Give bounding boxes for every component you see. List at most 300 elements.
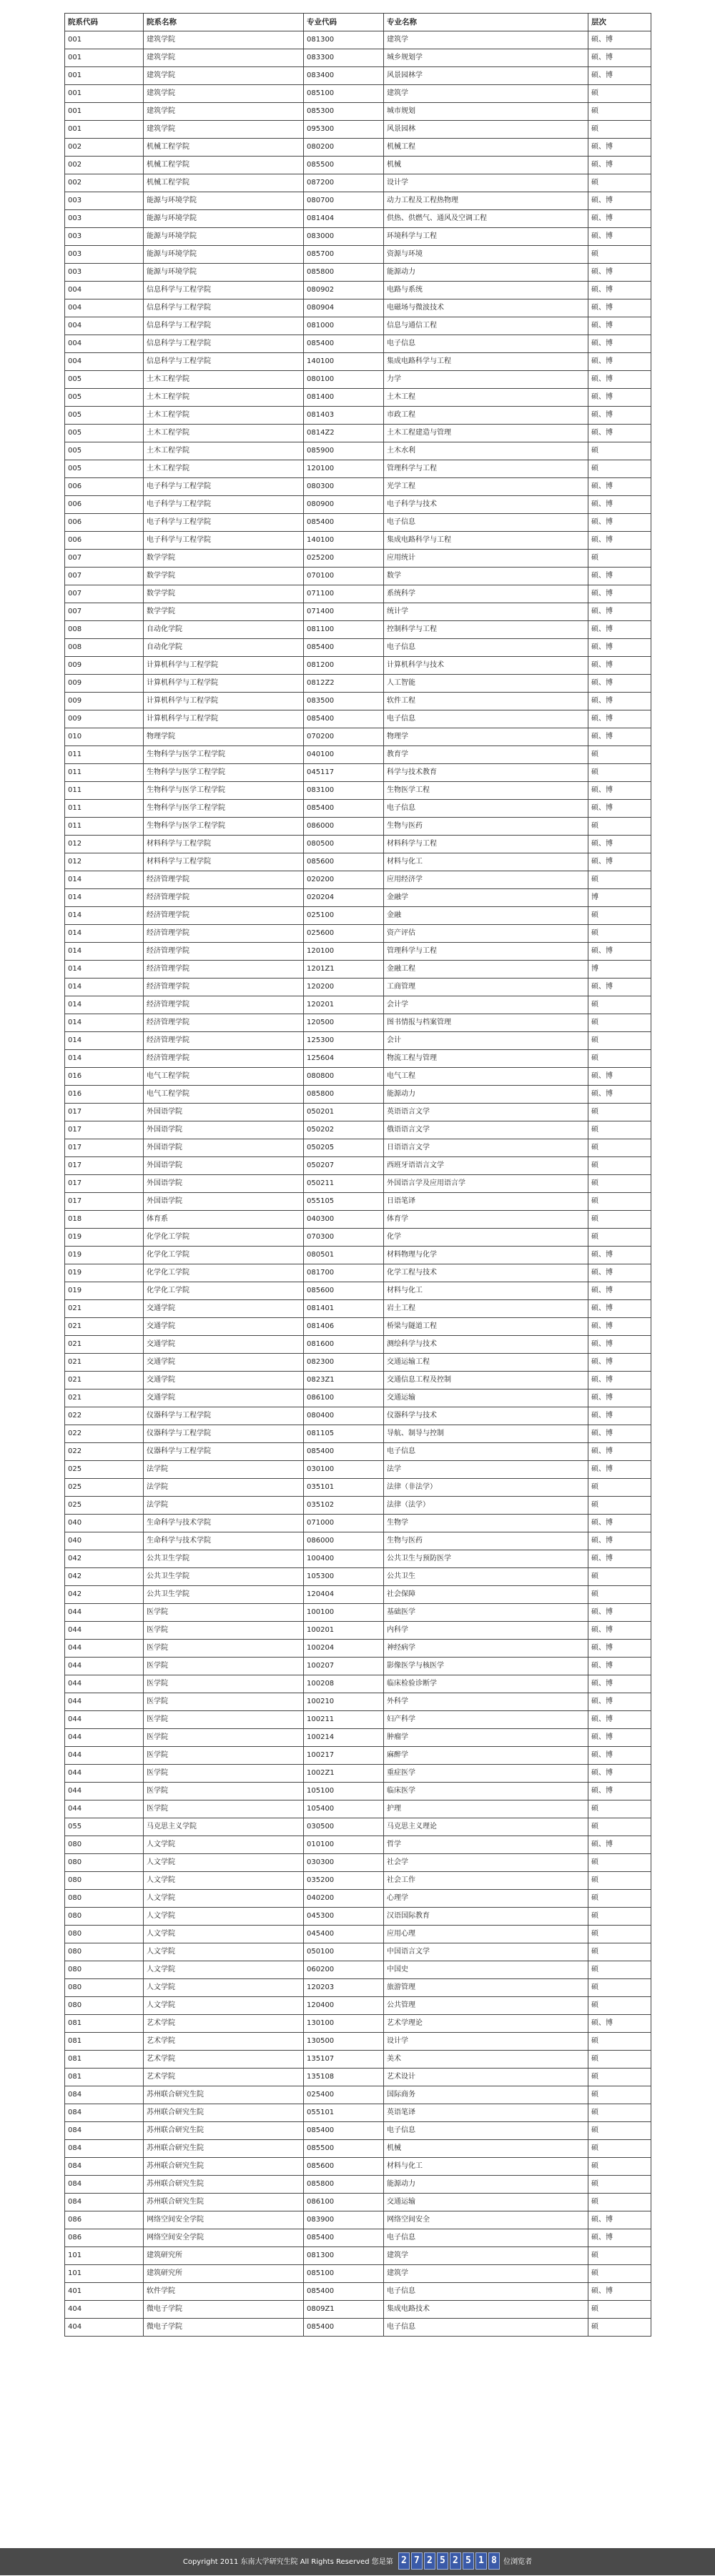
level-cell: 硕、博 (588, 1836, 651, 1854)
dept-code-cell: 001 (65, 103, 144, 121)
dept-code-cell: 007 (65, 568, 144, 585)
level-cell: 硕、博 (588, 496, 651, 514)
major-name-cell: 外科学 (384, 1693, 588, 1711)
major-code-cell: 120203 (304, 1979, 384, 1997)
major-name-cell: 交通运输 (384, 2194, 588, 2211)
dept-code-cell: 022 (65, 1443, 144, 1461)
major-code-cell: 081401 (304, 1300, 384, 1318)
level-cell: 硕 (588, 1800, 651, 1818)
level-cell: 硕、博 (588, 585, 651, 603)
major-name-cell: 机械 (384, 157, 588, 174)
counter-digit: 8 (488, 2552, 500, 2570)
level-cell: 硕、博 (588, 782, 651, 800)
table-row (65, 2229, 651, 2247)
dept-code-cell: 012 (65, 853, 144, 871)
table-row (65, 1604, 651, 1622)
major-name-cell: 计算机科学与技术 (384, 657, 588, 675)
dept-name-cell: 医学院 (144, 1658, 304, 1675)
major-code-cell: 085100 (304, 2265, 384, 2283)
dept-code-cell: 003 (65, 228, 144, 246)
major-code-cell: 085600 (304, 2158, 384, 2176)
major-name-cell: 电子信息 (384, 2319, 588, 2337)
major-code-cell: 125604 (304, 1050, 384, 1068)
dept-name-cell: 机械工程学院 (144, 157, 304, 174)
table-row (65, 836, 651, 853)
dept-code-cell: 001 (65, 85, 144, 103)
table-row (65, 1032, 651, 1050)
dept-code-cell: 404 (65, 2319, 144, 2337)
table-row (65, 2086, 651, 2104)
dept-code-cell: 086 (65, 2211, 144, 2229)
dept-name-cell: 建筑研究所 (144, 2265, 304, 2283)
dept-name-cell: 人文学院 (144, 1908, 304, 1926)
major-code-cell: 085400 (304, 335, 384, 353)
table-row (65, 1997, 651, 2015)
major-name-cell: 妇产科学 (384, 1711, 588, 1729)
level-cell: 硕 (588, 907, 651, 925)
dept-code-cell: 007 (65, 585, 144, 603)
dept-name-cell: 经济管理学院 (144, 871, 304, 889)
table-row (65, 639, 651, 657)
major-code-cell: 100400 (304, 1550, 384, 1568)
dept-name-cell: 计算机科学与工程学院 (144, 710, 304, 728)
level-cell: 硕、博 (588, 1675, 651, 1693)
footer (0, 2548, 715, 2575)
major-code-cell: 045300 (304, 1908, 384, 1926)
dept-name-cell: 法学院 (144, 1479, 304, 1497)
level-cell: 硕 (588, 1926, 651, 1943)
table-row (65, 1622, 651, 1640)
level-cell: 硕、博 (588, 2015, 651, 2033)
dept-name-cell: 生物科学与医学工程学院 (144, 764, 304, 782)
major-code-cell: 080500 (304, 836, 384, 853)
dept-code-cell: 002 (65, 157, 144, 174)
level-cell: 硕、博 (588, 353, 651, 371)
level-cell: 硕 (588, 925, 651, 943)
dept-name-cell: 艺术学院 (144, 2033, 304, 2051)
dept-code-cell: 404 (65, 2301, 144, 2319)
dept-code-cell: 021 (65, 1354, 144, 1372)
table-row (65, 299, 651, 317)
level-cell: 硕、博 (588, 264, 651, 282)
major-code-cell: 030100 (304, 1461, 384, 1479)
dept-code-cell: 044 (65, 1783, 144, 1800)
major-code-cell: 095300 (304, 121, 384, 139)
table-row (65, 1783, 651, 1800)
major-name-cell: 肿瘤学 (384, 1729, 588, 1747)
table-row (65, 1139, 651, 1157)
dept-name-cell: 医学院 (144, 1640, 304, 1658)
level-cell: 硕 (588, 1497, 651, 1515)
major-name-cell: 社会学 (384, 1854, 588, 1872)
major-code-cell: 035101 (304, 1479, 384, 1497)
dept-code-cell: 044 (65, 1675, 144, 1693)
level-cell: 硕、博 (588, 1729, 651, 1747)
dept-name-cell: 土木工程学院 (144, 442, 304, 460)
major-code-cell: 100201 (304, 1622, 384, 1640)
major-code-cell: 081300 (304, 31, 384, 49)
dept-name-cell: 苏州联合研究生院 (144, 2086, 304, 2104)
table-row (65, 907, 651, 925)
table-row (65, 139, 651, 157)
table-row (65, 1157, 651, 1175)
level-cell: 硕、博 (588, 139, 651, 157)
major-code-cell: 120100 (304, 460, 384, 478)
table-row (65, 1532, 651, 1550)
dept-code-cell: 080 (65, 1836, 144, 1854)
major-code-cell: 085400 (304, 2283, 384, 2301)
dept-name-cell: 人文学院 (144, 1997, 304, 2015)
major-name-cell: 交通运输 (384, 1389, 588, 1407)
level-cell: 硕 (588, 1121, 651, 1139)
major-name-cell: 西班牙语语言文学 (384, 1157, 588, 1175)
dept-code-cell: 016 (65, 1086, 144, 1104)
table-row (65, 1318, 651, 1336)
table-row (65, 1854, 651, 1872)
dept-code-cell: 022 (65, 1407, 144, 1425)
major-name-cell: 土木水利 (384, 442, 588, 460)
dept-code-cell: 044 (65, 1765, 144, 1783)
table-row (65, 192, 651, 210)
dept-name-cell: 计算机科学与工程学院 (144, 675, 304, 693)
dept-code-cell: 004 (65, 317, 144, 335)
table-row (65, 389, 651, 407)
dept-code-cell: 008 (65, 621, 144, 639)
dept-name-cell: 医学院 (144, 1747, 304, 1765)
level-cell: 硕 (588, 174, 651, 192)
level-cell: 硕 (588, 1157, 651, 1175)
dept-name-cell: 人文学院 (144, 1890, 304, 1908)
table-row (65, 800, 651, 818)
level-cell: 硕、博 (588, 675, 651, 693)
major-name-cell: 影像医学与核医学 (384, 1658, 588, 1675)
major-code-cell: 083100 (304, 782, 384, 800)
major-name-cell: 电子信息 (384, 2229, 588, 2247)
level-cell: 硕、博 (588, 2283, 651, 2301)
dept-name-cell: 机械工程学院 (144, 174, 304, 192)
dept-code-cell: 021 (65, 1336, 144, 1354)
level-cell: 硕、博 (588, 1300, 651, 1318)
dept-name-cell: 网络空间安全学院 (144, 2211, 304, 2229)
major-name-cell: 英语语言文学 (384, 1104, 588, 1121)
dept-code-cell: 084 (65, 2086, 144, 2104)
level-cell: 硕 (588, 996, 651, 1014)
major-name-cell: 临床医学 (384, 1783, 588, 1800)
dept-name-cell: 建筑学院 (144, 67, 304, 85)
dept-code-cell: 011 (65, 800, 144, 818)
table-row (65, 746, 651, 764)
dept-name-cell: 土木工程学院 (144, 371, 304, 389)
major-code-cell: 135108 (304, 2069, 384, 2086)
major-name-cell: 艺术学理论 (384, 2015, 588, 2033)
level-cell: 硕、博 (588, 1425, 651, 1443)
dept-name-cell: 交通学院 (144, 1300, 304, 1318)
major-code-cell: 081600 (304, 1336, 384, 1354)
table-row (65, 1372, 651, 1389)
level-cell: 硕、博 (588, 943, 651, 961)
major-name-cell: 土木工程 (384, 389, 588, 407)
major-code-cell: 081000 (304, 317, 384, 335)
dept-code-cell: 101 (65, 2265, 144, 2283)
major-name-cell: 电子信息 (384, 335, 588, 353)
counter-digit: 2 (398, 2552, 410, 2570)
level-cell: 硕、博 (588, 1264, 651, 1282)
dept-code-cell: 014 (65, 925, 144, 943)
table-row (65, 1711, 651, 1729)
level-cell: 硕 (588, 746, 651, 764)
level-cell: 硕 (588, 1997, 651, 2015)
level-cell: 硕 (588, 2301, 651, 2319)
table-row (65, 1586, 651, 1604)
major-name-cell: 科学与技术教育 (384, 764, 588, 782)
level-cell: 硕 (588, 1854, 651, 1872)
major-code-cell: 100210 (304, 1693, 384, 1711)
major-code-cell: 085400 (304, 514, 384, 532)
table-row (65, 2247, 651, 2265)
level-cell: 硕、博 (588, 228, 651, 246)
major-code-cell: 086000 (304, 1532, 384, 1550)
major-name-cell: 基础医学 (384, 1604, 588, 1622)
major-name-cell: 机械 (384, 2140, 588, 2158)
table-row (65, 2158, 651, 2176)
dept-code-cell: 044 (65, 1693, 144, 1711)
table-row (65, 460, 651, 478)
table-row (65, 1568, 651, 1586)
table-row (65, 103, 651, 121)
major-name-cell: 岩土工程 (384, 1300, 588, 1318)
dept-name-cell: 经济管理学院 (144, 961, 304, 979)
level-cell: 硕、博 (588, 1550, 651, 1568)
major-name-cell: 外国语言学及应用语言学 (384, 1175, 588, 1193)
major-code-cell: 085800 (304, 2176, 384, 2194)
dept-name-cell: 经济管理学院 (144, 943, 304, 961)
level-cell: 硕 (588, 1908, 651, 1926)
table-row (65, 1747, 651, 1765)
dept-name-cell: 生物科学与医学工程学院 (144, 818, 304, 836)
dept-name-cell: 物理学院 (144, 728, 304, 746)
dept-name-cell: 信息科学与工程学院 (144, 282, 304, 299)
level-cell: 硕 (588, 1050, 651, 1068)
table-row (65, 2265, 651, 2283)
dept-code-cell: 081 (65, 2015, 144, 2033)
major-code-cell: 100207 (304, 1658, 384, 1675)
dept-name-header: 院系名称 (144, 14, 304, 31)
level-cell: 硕、博 (588, 1389, 651, 1407)
major-name-cell: 日语语言文学 (384, 1139, 588, 1157)
dept-code-cell: 080 (65, 1997, 144, 2015)
major-code-cell: 105100 (304, 1783, 384, 1800)
dept-code-cell: 019 (65, 1247, 144, 1264)
dept-name-cell: 软件学院 (144, 2283, 304, 2301)
table-row (65, 1800, 651, 1818)
dept-code-cell: 009 (65, 710, 144, 728)
level-cell: 硕、博 (588, 1622, 651, 1640)
table-row (65, 49, 651, 67)
level-cell: 硕 (588, 1014, 651, 1032)
counter-suffix: 位浏览者 (503, 2558, 533, 2566)
major-name-cell: 系统科学 (384, 585, 588, 603)
dept-code-cell: 002 (65, 139, 144, 157)
major-code-cell: 070300 (304, 1229, 384, 1247)
table-row (65, 1121, 651, 1139)
major-name-cell: 建筑学 (384, 85, 588, 103)
table-row (65, 1389, 651, 1407)
dept-name-cell: 信息科学与工程学院 (144, 299, 304, 317)
dept-code-cell: 017 (65, 1121, 144, 1139)
dept-name-cell: 电气工程学院 (144, 1086, 304, 1104)
dept-code-cell: 007 (65, 603, 144, 621)
table-row (65, 2283, 651, 2301)
dept-name-cell: 网络空间安全学院 (144, 2229, 304, 2247)
major-code-cell: 100214 (304, 1729, 384, 1747)
level-cell: 硕、博 (588, 1354, 651, 1372)
table-row (65, 961, 651, 979)
table-row (65, 514, 651, 532)
table-row (65, 1211, 651, 1229)
major-code-cell: 080100 (304, 371, 384, 389)
major-name-cell: 生物与医药 (384, 1532, 588, 1550)
table-row (65, 157, 651, 174)
table-row (65, 1658, 651, 1675)
table-row (65, 1675, 651, 1693)
dept-name-cell: 医学院 (144, 1783, 304, 1800)
dept-name-cell: 外国语学院 (144, 1175, 304, 1193)
level-cell: 硕、博 (588, 639, 651, 657)
major-code-cell: 085700 (304, 246, 384, 264)
dept-name-cell: 苏州联合研究生院 (144, 2140, 304, 2158)
dept-name-cell: 经济管理学院 (144, 907, 304, 925)
major-code-cell: 080200 (304, 139, 384, 157)
dept-name-cell: 医学院 (144, 1622, 304, 1640)
dept-code-cell: 017 (65, 1175, 144, 1193)
table-row (65, 1068, 651, 1086)
table-header-row (65, 14, 651, 31)
dept-code-cell: 004 (65, 335, 144, 353)
major-code-cell: 071100 (304, 585, 384, 603)
dept-code-cell: 042 (65, 1586, 144, 1604)
dept-name-cell: 医学院 (144, 1693, 304, 1711)
level-cell: 硕、博 (588, 657, 651, 675)
counter-digit: 5 (437, 2552, 448, 2570)
dept-name-cell: 医学院 (144, 1800, 304, 1818)
major-code-cell: 120400 (304, 1997, 384, 2015)
major-code-cell: 045117 (304, 764, 384, 782)
dept-code-cell: 021 (65, 1372, 144, 1389)
level-cell: 硕 (588, 1032, 651, 1050)
major-name-cell: 机械工程 (384, 139, 588, 157)
table-row (65, 1282, 651, 1300)
major-name-cell: 金融学 (384, 889, 588, 907)
major-code-cell: 070100 (304, 568, 384, 585)
dept-name-cell: 自动化学院 (144, 639, 304, 657)
table-row (65, 1354, 651, 1372)
major-code-cell: 1201Z1 (304, 961, 384, 979)
table-row (65, 1872, 651, 1890)
major-name-cell: 统计学 (384, 603, 588, 621)
major-name-cell: 材料物理与化学 (384, 1247, 588, 1264)
major-code-cell: 030300 (304, 1854, 384, 1872)
dept-name-cell: 电子科学与工程学院 (144, 478, 304, 496)
dept-code-cell: 086 (65, 2229, 144, 2247)
level-cell: 硕 (588, 2069, 651, 2086)
dept-code-cell: 080 (65, 1908, 144, 1926)
major-code-cell: 120500 (304, 1014, 384, 1032)
level-cell: 硕、博 (588, 49, 651, 67)
dept-name-cell: 苏州联合研究生院 (144, 2158, 304, 2176)
major-code-cell: 085100 (304, 85, 384, 103)
major-code-cell: 100211 (304, 1711, 384, 1729)
major-name-cell: 公共卫生 (384, 1568, 588, 1586)
table-row (65, 1836, 651, 1854)
dept-code-cell: 007 (65, 550, 144, 568)
major-name-cell: 供热、供燃气、通风及空调工程 (384, 210, 588, 228)
dept-code-cell: 014 (65, 961, 144, 979)
major-name-cell: 网络空间安全 (384, 2211, 588, 2229)
dept-code-cell: 004 (65, 353, 144, 371)
major-code-cell: 083000 (304, 228, 384, 246)
table-row (65, 1104, 651, 1121)
level-cell: 硕 (588, 2247, 651, 2265)
major-code-cell: 080902 (304, 282, 384, 299)
level-cell: 硕、博 (588, 1336, 651, 1354)
level-cell: 硕 (588, 2086, 651, 2104)
major-code-cell: 085300 (304, 103, 384, 121)
dept-name-cell: 经济管理学院 (144, 1050, 304, 1068)
major-name-cell: 交通运输工程 (384, 1354, 588, 1372)
major-name-cell: 内科学 (384, 1622, 588, 1640)
dept-name-cell: 电气工程学院 (144, 1068, 304, 1086)
major-name-cell: 金融工程 (384, 961, 588, 979)
dept-name-cell: 土木工程学院 (144, 407, 304, 425)
major-code-cell: 083400 (304, 67, 384, 85)
level-cell: 硕 (588, 1890, 651, 1908)
level-cell: 硕 (588, 2104, 651, 2122)
major-name-cell: 光学工程 (384, 478, 588, 496)
table-row (65, 228, 651, 246)
dept-name-cell: 艺术学院 (144, 2015, 304, 2033)
dept-code-cell: 044 (65, 1604, 144, 1622)
level-cell: 硕 (588, 1586, 651, 1604)
major-code-cell: 081400 (304, 389, 384, 407)
major-name-cell: 汉语国际教育 (384, 1908, 588, 1926)
table-row (65, 1693, 651, 1711)
dept-name-cell: 建筑研究所 (144, 2247, 304, 2265)
counter-digit: 5 (463, 2552, 474, 2570)
dept-name-cell: 生物科学与医学工程学院 (144, 800, 304, 818)
major-code-cell: 120404 (304, 1586, 384, 1604)
major-code-cell: 125300 (304, 1032, 384, 1050)
level-cell: 硕、博 (588, 568, 651, 585)
major-code-cell: 086100 (304, 1389, 384, 1407)
major-name-cell: 应用心理 (384, 1926, 588, 1943)
dept-code-cell: 044 (65, 1729, 144, 1747)
dept-name-cell: 土木工程学院 (144, 389, 304, 407)
major-name-cell: 电子科学与技术 (384, 496, 588, 514)
major-name-cell: 重症医学 (384, 1765, 588, 1783)
table-row (65, 67, 651, 85)
dept-name-cell: 数学学院 (144, 603, 304, 621)
major-name-cell: 法律（法学） (384, 1497, 588, 1515)
table-row (65, 1479, 651, 1497)
table-row (65, 2033, 651, 2051)
dept-name-cell: 经济管理学院 (144, 1014, 304, 1032)
dept-name-cell: 艺术学院 (144, 2069, 304, 2086)
major-code-cell: 085400 (304, 800, 384, 818)
level-cell: 硕 (588, 871, 651, 889)
dept-code-cell: 003 (65, 192, 144, 210)
level-cell: 硕 (588, 2265, 651, 2283)
table-row (65, 782, 651, 800)
